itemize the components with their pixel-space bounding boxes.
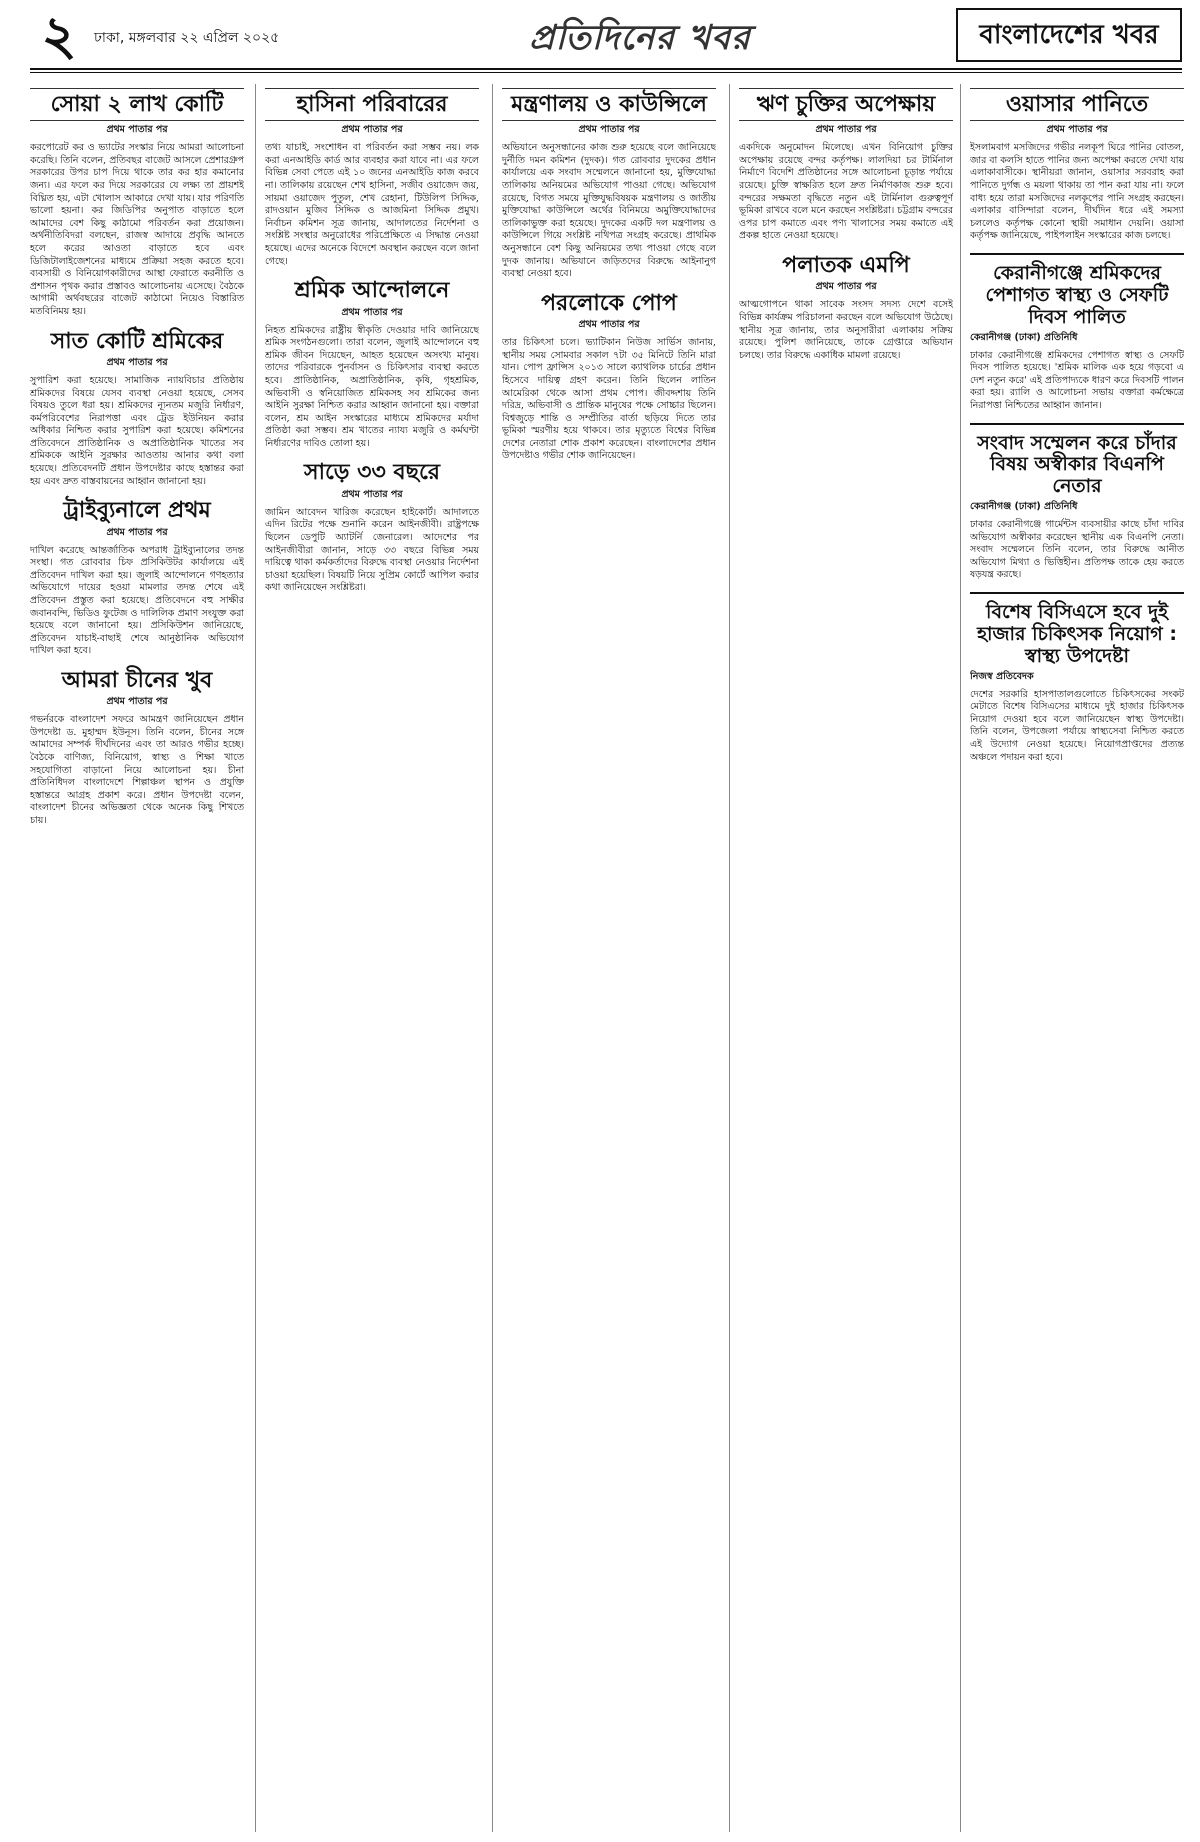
article [970,88,1184,243]
article [265,278,479,450]
article-byline: প্রথম পাতার পর [341,306,403,318]
article-body: দেশের সরকারি হাসপাতালগুলোতে চিকিৎসকের সংকট মেটাতে বিশেষ বিসিএসের মাধ্যমে দুই হাজার চিকিৎসক নিয়োগ দেওয়া হবে বলে জানিয়েছেন স্বাস্থ্য উপদেষ্টা। তিনি বলেন, উপজেলা পর্যায়ে স্বাস্থ্যসেবা নিশ্চিত করতে এই উদ্যোগ নেওয়া হয়েছে। নিয়োগপ্রাপ্তদের প্রত্যন্ত অঞ্চলে পদায়ন করা হবে। [970,688,1184,763]
column-4 [739,84,953,1832]
article-body: জামিন আবেদন খারিজ করেছেন হাইকোর্ট। আদালতে এদিন রিটের পক্ষে শুনানি করেন আইনজীবী। রাষ্ট্রপক্ষে ছিলেন ডেপুটি অ্যাটর্নি জেনারেল। আদেশের পর আইনজীবীরা জানান, সাড়ে ৩৩ বছরে বিভিন্ন সময় দায়িত্বে থাকা কর্মকর্তাদের বিরুদ্ধে ব্যবস্থা নেওয়ার নির্দেশনা চাওয়া হয়েছিল। বিষয়টি নিয়ে সুপ্রিম কোর্টে আপিল করার কথা জানিয়েছেন সংশ্লিষ্টরা। [265,506,479,594]
article-byline: প্রথম পাতার পর [106,124,168,136]
article [970,592,1184,764]
article [502,291,716,463]
column-3 [502,84,716,1832]
article [739,88,953,243]
column-divider [255,84,256,1832]
article-body: নিহত শ্রমিকদের রাষ্ট্রীয় স্বীকৃতি দেওয়ার দাবি জানিয়েছে শ্রমিক সংগঠনগুলো। তারা বলেন, জুলাই আন্দোলনে বহু শ্রমিক জীবন দিয়েছেন, আহত হয়েছেন অসংখ্য মানুষ। তাদের পরিবারকে পুনর্বাসন ও চিকিৎসার ব্যবস্থা করতে হবে। প্রাতিষ্ঠানিক, অপ্রাতিষ্ঠানিক, কৃষি, গৃহশ্রমিক, অভিবাসী ও স্বনিয়োজিত শ্রমিকসহ সব শ্রমিকের জন্য আইনি সুরক্ষা নিশ্চিত করার আহ্বান জানানো হয়। বক্তারা বলেন, শ্রম আইন সংস্কারের মাধ্যমে শ্রমিকদের মর্যাদা প্রতিষ্ঠা করা সম্ভব। শ্রম খাতের ন্যায্য মজুরি ও কর্মঘণ্টা নির্ধারণের দাবিও তোলা হয়। [265,324,479,449]
article-byline: প্রথম পাতার পর [106,526,168,538]
article-byline: প্রথম পাতার পর [106,696,168,708]
article [970,423,1184,583]
masthead [30,3,1182,67]
article-body: গভর্নরকে বাংলাদেশ সফরে আমন্ত্রণ জানিয়েছেন প্রধান উপদেষ্টা ড. মুহাম্মদ ইউনূস। তিনি বলেন, চীনের সঙ্গে আমাদের সম্পর্ক দীর্ঘদিনের এবং তা আরও গভীর হচ্ছে। বৈঠকে বাণিজ্য, বিনিয়োগ, স্বাস্থ্য ও শিক্ষা খাতে সহযোগিতা বাড়ানো নিয়ে আলোচনা হয়। চীনা প্রতিনিধিদল বাংলাদেশে শিল্পাঞ্চল স্থাপন ও প্রযুক্তি হস্তান্তরে আগ্রহ প্রকাশ করে। প্রধান উপদেষ্টা বলেন, বাংলাদেশ চীনের অভিজ্ঞতা থেকে অনেক কিছু শিখতে চায়। [30,714,244,826]
article-byline: নিজস্ব প্রতিবেদক [970,670,1034,682]
column-5 [970,84,1184,1832]
article-headline: সংবাদ সম্মেলন করে চাঁদার বিষয় অস্বীকার বিএনপি নেতার [977,431,1177,498]
article-byline: প্রথম পাতার পর [815,124,877,136]
article-byline: প্রথম পাতার পর [1046,124,1108,136]
article-body: দাখিল করেছে আন্তর্জাতিক অপরাধ ট্রাইব্যুনালের তদন্ত সংস্থা। গত রোববার চিফ প্রসিকিউটর কার্যালয়ে এই প্রতিবেদন দাখিল করা হয়। জুলাই আন্দোলনে গণহত্যার অভিযোগে দায়ের হওয়া মামলার তদন্ত শেষে এই প্রতিবেদন প্রস্তুত করা হয়েছে। প্রতিবেদনে বহু সাক্ষীর জবানবন্দি, ভিডিও ফুটেজ ও দালিলিক প্রমাণ সংযুক্ত করা হয়েছে বলে জানানো হয়। প্রসিকিউশন জানিয়েছে, প্রতিবেদন যাচাই-বাছাই শেষে আনুষ্ঠানিক অভিযোগ দাখিল করা হবে। [30,544,244,657]
article-headline: পরলোকে পোপ [541,290,677,316]
article-body: তার চিকিৎসা চলে। ভ্যাটিকান নিউজ সার্ভিস জানায়, স্থানীয় সময় সোমবার সকাল ৭টা ৩৫ মিনিটে তিনি মারা যান। পোপ ফ্রান্সিস ২০১৩ সালে ক্যাথলিক চার্চের প্রধান হিসেবে দায়িত্ব গ্রহণ করেন। তিনি ছিলেন লাতিন আমেরিকা থেকে আসা প্রথম পোপ। জীবদ্দশায় তিনি দরিদ্র, অভিবাসী ও প্রান্তিক মানুষের পক্ষে সোচ্চার ছিলেন। বিশ্বজুড়ে শান্তি ও সম্প্রীতির বার্তা ছড়িয়ে দিতে তার ভূমিকা স্মরণীয় হয়ে থাকবে। তার মৃত্যুতে বিশ্বের বিভিন্ন দেশের নেতারা শোক প্রকাশ করেছেন। বাংলাদেশের প্রধান উপদেষ্টাও গভীর শোক জানিয়েছেন। [502,337,716,462]
article-headline: সোয়া ২ লাখ কোটি [30,88,244,121]
column-divider [492,84,493,1832]
column-2 [265,84,479,1832]
article-headline: আমরা চীনের খুব [61,667,213,693]
article [265,460,479,594]
article [30,498,244,658]
article [30,329,244,489]
article-byline: কেরানীগঞ্জ (ঢাকা) প্রতিনিধি [970,331,1078,343]
article-byline: প্রথম পাতার পর [106,356,168,368]
article [30,88,244,319]
column-1 [30,84,244,1832]
article [970,253,1184,413]
article-body: আত্মগোপনে থাকা সাবেক সংসদ সদস্য দেশে বসেই বিভিন্ন কার্যক্রম পরিচালনা করছেন বলে অভিযোগ উঠেছে। স্থানীয় সূত্র জানায়, তার অনুসারীরা এলাকায় সক্রিয় রয়েছে। পুলিশ জানিয়েছে, তাকে গ্রেপ্তারে অভিযান চলছে। তার বিরুদ্ধে একাধিক মামলা রয়েছে। [739,299,953,361]
article-body: অভিযানে অনুসন্ধানের কাজ শুরু হয়েছে বলে জানিয়েছে দুর্নীতি দমন কমিশন (দুদক)। গত রোববার দুদকের প্রধান কার্যালয়ে এক সংবাদ সম্মেলনে জানানো হয়, মুক্তিযোদ্ধা তালিকায় অনিয়মের অভিযোগ পাওয়া গেছে। অভিযোগ রয়েছে, বিগত সময়ে মুক্তিযুদ্ধবিষয়ক মন্ত্রণালয় ও জাতীয় মুক্তিযোদ্ধা কাউন্সিলে অর্থের বিনিময়ে অমুক্তিযোদ্ধাদের তালিকাভুক্ত করা হয়েছে। দুদকের একটি দল মন্ত্রণালয় ও কাউন্সিলে গিয়ে সংশ্লিষ্ট নথিপত্র সংগ্রহ করেছে। প্রাথমিক অনুসন্ধানে বেশ কিছু অনিয়মের তথ্য পাওয়া গেছে বলে দুদক জানায়। অভিযানে জড়িতদের বিরুদ্ধে আইনানুগ ব্যবস্থা নেওয়া হবে। [502,142,716,280]
article-body: করপোরেট কর ও ভ্যাটের সংস্কার নিয়ে আমরা আলোচনা করেছি। তিনি বলেন, প্রতিবছর বাজেট আসলে প্রেশারগ্রুপ সরকারের উপর চাপ দিয়ে থাকে তার কর হার কমানোর জন্য। এর ফলে কর দিয়ে সরকারের যে লক্ষ্য তা প্রায়শই বিঘ্নিত হয়, এটা খোলাস আকারে দেখা যায়। যার পরিণতি ভালো হয়না। কর জিডিপির অনুপাত বাড়াতে হলে আমাদের বেশ কিছু কাঠামো পরিবর্তন করা প্রয়োজন। অর্থনীতিবিদরা বলছেন, রাজস্ব আদায়ে প্রবৃদ্ধি আনতে হলে করের আওতা বাড়াতে হবে এবং ডিজিটালাইজেশনের মাধ্যমে প্রক্রিয়া সহজ করতে হবে। ব্যবসায়ী ও বিনিয়োগকারীদের আস্থা ফেরাতে করনীতি ও প্রশাসন পৃথক করার প্রস্তাবও আলোচনায় এসেছে। বৈঠকে আগামী অর্থবছরের বাজেট কাঠামো নিয়েও বিস্তারিত মতবিনিময় হয়। [30,142,244,318]
article-headline: মন্ত্রণালয় ও কাউন্সিলে [502,88,716,121]
column-divider [960,84,961,1832]
article-body: একদিকে অনুমোদন মিলেছে। এখন বিনিয়োগ চুক্তির অপেক্ষায় রয়েছে বন্দর কর্তৃপক্ষ। লালদিয়া চর টার্মিনাল নির্মাণে বিদেশি প্রতিষ্ঠানের সঙ্গে আলোচনা চূড়ান্ত পর্যায়ে রয়েছে। চুক্তি স্বাক্ষরিত হলে দ্রুত নির্মাণকাজ শুরু হবে। বন্দরের সক্ষমতা বৃদ্ধিতে নতুন এই টার্মিনাল গুরুত্বপূর্ণ ভূমিকা রাখবে বলে মনে করছেন সংশ্লিষ্টরা। চট্টগ্রাম বন্দরের ওপর চাপ কমাতে এবং পণ্য খালাসের সময় কমাতে এই প্রকল্প হাতে নেওয়া হয়েছে। [739,142,953,242]
article-body: ইসলামবাগ মসজিদের গভীর নলকূপ ঘিরে পানির বোতল, জার বা কলসি হাতে পানির জন্য অপেক্ষা করতে দেখা যায় এলাকাবাসীকে। স্থানীয়রা জানান, ওয়াসার সরবরাহ করা পানিতে দুর্গন্ধ ও ময়লা থাকায় তা পান করা যায় না। ফলে বাধ্য হয়ে তারা মসজিদের নলকূপের পানি সংগ্রহ করছেন। এলাকার বাসিন্দারা বলেন, দীর্ঘদিন ধরে এই সমস্যা চললেও কর্তৃপক্ষ কোনো স্থায়ী সমাধান দেয়নি। ওয়াসা কর্তৃপক্ষ জানিয়েছে, পাইপলাইন সংস্কারের কাজ চলছে। [970,142,1184,242]
article [502,88,716,281]
article-headline: ঋণ চুক্তির অপেক্ষায় [739,88,953,121]
issue-date: ঢাকা, মঙ্গলবার ২২ এপ্রিল ২০২৫ [94,30,280,46]
article-headline: সাড়ে ৩৩ বছরে [304,460,440,486]
column-divider [729,84,730,1832]
article-body: ঢাকার কেরানীগঞ্জে গার্মেন্টস ব্যবসায়ীর কাছে চাঁদা দাবির অভিযোগ অস্বীকার করেছেন স্থানীয় এক বিএনপি নেতা। সংবাদ সম্মেলনে তিনি বলেন, তার বিরুদ্ধে আনীত অভিযোগ মিথ্যা ও ভিত্তিহীন। প্রতিপক্ষ তাকে হেয় করতে ষড়যন্ত্র করছে। [970,519,1184,581]
article-byline: প্রথম পাতার পর [815,281,877,293]
article-body: সুপারিশ করা হয়েছে। সামাজিক ন্যায়বিচার প্রতিষ্ঠায় শ্রমিকদের বিষয়ে যেসব ব্যবস্থা নেওয়া হয়েছে, সেসব বিষয়ও তুলে ধরা হয়। শ্রমিকদের ন্যূনতম মজুরি নির্ধারণ, কর্মপরিবেশের নিরাপত্তা এবং ট্রেড ইউনিয়ন করার অধিকার নিশ্চিত করার সুপারিশ করা হয়েছে। কমিশনের প্রতিবেদনে প্রাতিষ্ঠানিক ও অপ্রাতিষ্ঠানিক খাতের সব শ্রমিককে আইনি সুরক্ষার আওতায় আনার কথা বলা হয়েছে। প্রতিবেদনটি প্রধান উপদেষ্টার কাছে হস্তান্তর করা হয় এবং দ্রুত বাস্তবায়নের আহ্বান জানানো হয়। [30,374,244,487]
article-byline: প্রথম পাতার পর [578,319,640,331]
article-headline: সাত কোটি শ্রমিকের [50,328,224,354]
article [265,88,479,268]
article-headline: শ্রমিক আন্দোলনে [294,278,450,304]
article-headline: ট্রাইব্যুনালে প্রথম [63,498,211,524]
article [739,253,953,362]
article-byline: প্রথম পাতার পর [341,488,403,500]
article-body: তথ্য যাচাই, সংশোধন বা পরিবর্তন করা সম্ভব নয়। লক করা এনআইডি কার্ড আর ব্যবহার করা যাবে না। এর ফলে বিভিন্ন সেবা পেতে এই ১০ জনের এনআইডি কাজ করবে না। তালিকায় রয়েছেন শেখ হাসিনা, সজীব ওয়াজেদ জয়, সায়মা ওয়াজেদ পুতুল, শেখ রেহানা, টিউলিপ সিদ্দিক, রাদওয়ান মুজিব সিদ্দিক ও আজমিনা সিদ্দিক প্রমুখ। নির্বাচন কমিশন সূত্র জানায়, আদালতের নির্দেশনা ও সংশ্লিষ্ট সংস্থার অনুরোধের পরিপ্রেক্ষিতে এ সিদ্ধান্ত নেওয়া হয়েছে। এদের অনেকে বিদেশে অবস্থান করছেন বলে জানা গেছে। [265,142,479,267]
article-headline: পলাতক এমপি [782,253,910,279]
article-headline: কেরানীগঞ্জে শ্রমিকদের পেশাগত স্বাস্থ্য ও সেফটি দিবস পালিত [985,262,1169,328]
article-byline: প্রথম পাতার পর [578,124,640,136]
section-title: বাংলাদেশের খবর [956,8,1182,62]
paper-name: প্রতিদিনের খবর [529,18,751,58]
article-byline: প্রথম পাতার পর [341,124,403,136]
page-number: ২ [41,3,77,67]
masthead-rule-thin [30,72,1182,73]
article-headline: বিশেষ বিসিএসে হবে দুই হাজার চিকিৎসক নিয়োগ : স্বাস্থ্য উপদেষ্টা [977,601,1177,667]
article-body: ঢাকার কেরানীগঞ্জে শ্রমিকদের পেশাগত স্বাস্থ্য ও সেফটি দিবস পালিত হয়েছে। 'শ্রমিক মালিক এক হয়ে গড়বো এ দেশ নতুন করে' এই প্রতিপাদ্যকে ধারণ করে দিবসটি পালন করা হয়। র‍্যালি ও আলোচনা সভায় বক্তারা কর্মক্ষেত্রে নিরাপত্তা নিশ্চিতের আহ্বান জানান। [970,349,1184,411]
article-headline: ওয়াসার পানিতে [970,88,1184,121]
article [30,668,244,828]
article-byline: কেরানীগঞ্জ (ঢাকা) প্রতিনিধি [970,501,1078,513]
masthead-rule [30,68,1182,70]
article-headline: হাসিনা পরিবারের [265,88,479,121]
